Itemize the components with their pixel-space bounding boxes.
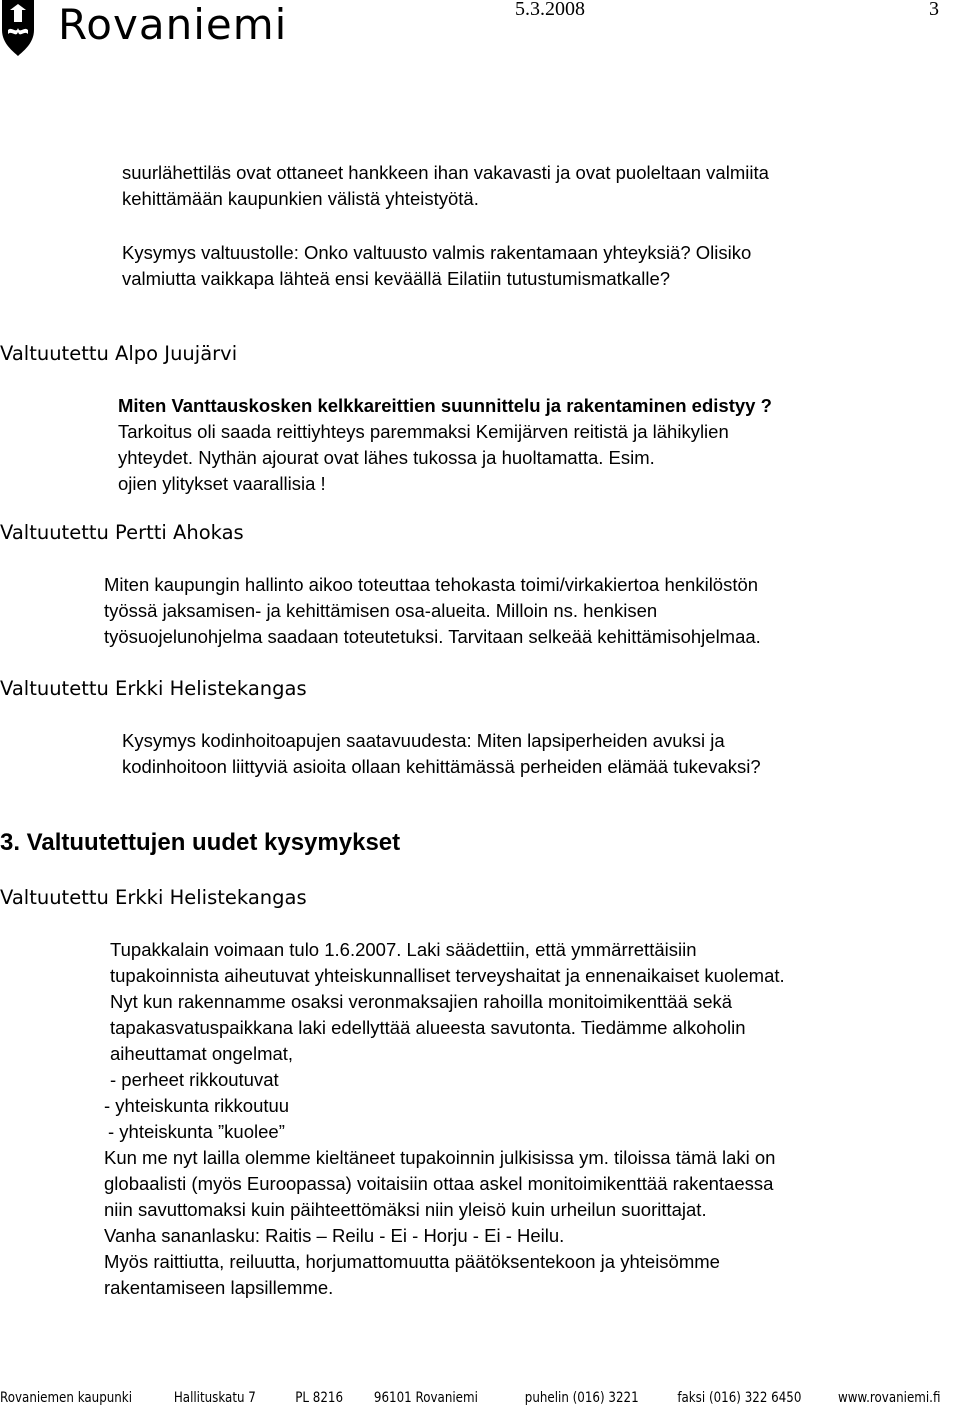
speaker-helistekangas-2: Valtuutettu Erkki Helistekangas [0, 886, 307, 909]
page-number: 3 [929, 0, 939, 20]
helistekangas-line: Kysymys kodinhoitoapujen saatavuudesta: Miten lapsiperheiden avuksi ja [122, 730, 725, 751]
intro-line: kehittämään kaupunkien välistä yhteistyötä. [122, 188, 479, 209]
logo [0, 0, 300, 56]
footer-postal-code: 96101 Rovaniemi [373, 1390, 478, 1406]
tobacco-question [0, 937, 785, 1301]
footer-organization: Rovaniemen kaupunki [0, 1390, 133, 1406]
ahokas-line: työssä jaksamisen- ja kehittämisen osa-alueita. Milloin ns. henkisen [104, 600, 658, 621]
tobacco-line: Tupakkalain voimaan tulo 1.6.2007. Laki säädettiin, että ymmärrettäisiin [110, 939, 697, 960]
helistekangas-line: kodinhoitoon liittyviä asioita ollaan kehittämässä perheiden elämää tukevaksi? [122, 756, 761, 777]
footer-po-box: PL 8216 [295, 1390, 344, 1406]
tobacco-line: Nyt kun rakennamme osaksi veronmaksajien rahoilla monitoimikenttää sekä [110, 991, 733, 1012]
footer-phone: puhelin (016) 3221 [524, 1390, 639, 1406]
tobacco-line: Myös raittiutta, reiluutta, horjumattomuutta päätöksentekoon ja yhteisömme [104, 1251, 720, 1272]
council-question [122, 240, 751, 292]
tobacco-line: aiheuttamat ongelmat, [110, 1043, 294, 1064]
juujarvi-line: ojien ylitykset vaarallisia ! [118, 473, 326, 494]
tobacco-line: Vanha sananlasku: Raitis – Reilu - Ei - Horju - Ei - Heilu. [104, 1225, 565, 1246]
tobacco-list-item: - yhteiskunta rikkoutuu [104, 1095, 290, 1116]
tobacco-line: rakentamiseen lapsillemme. [104, 1277, 334, 1298]
document-date: 5.3.2008 [515, 0, 585, 20]
tobacco-list-item: - perheet rikkoutuvat [110, 1069, 279, 1090]
speaker-helistekangas: Valtuutettu Erkki Helistekangas [0, 677, 307, 700]
ahokas-line: Miten kaupungin hallinto aikoo toteuttaa tehokasta toimi/virkakiertoa henkilöstön [104, 574, 759, 595]
question-line: Kysymys valtuustolle: Onko valtuusto valmis rakentamaan yhteyksiä? Olisiko [122, 242, 752, 263]
ahokas-question [104, 572, 761, 650]
footer [0, 1390, 959, 1412]
speaker-ahokas: Valtuutettu Pertti Ahokas [0, 521, 244, 544]
footer-fax: faksi (016) 322 6450 [677, 1390, 802, 1406]
tobacco-line: niin savuttomaksi kuin päihteettömäksi niin yleisö kuin urheilun suorittajat. [104, 1199, 707, 1220]
tobacco-line: Kun me nyt lailla olemme kieltäneet tupakoinnin julkisissa ym. tiloissa tämä laki on [104, 1147, 776, 1168]
rovaniemi-crest-icon [0, 0, 62, 56]
juujarvi-bold-question: Miten Vanttauskosken kelkkareittien suunnittelu ja rakentaminen edistyy ? [118, 395, 772, 416]
speaker-juujarvi: Valtuutettu Alpo Juujärvi [0, 342, 238, 365]
footer-website: www.rovaniemi.fi [838, 1390, 941, 1406]
question-line: valmiutta vaikkapa lähteä ensi keväällä Eilatiin tutustumismatkalle? [122, 268, 671, 289]
footer-address: Hallituskatu 7 [173, 1390, 256, 1406]
tobacco-line: tapakasvatuspaikkana laki edellyttää alueesta savutonta. Tiedämme alkoholin [110, 1017, 746, 1038]
helistekangas-question [122, 728, 761, 780]
juujarvi-line: Tarkoitus oli saada reittiyhteys paremmaksi Kemijärven reitistä ja lähikylien [118, 421, 729, 442]
intro-line: suurlähettiläs ovat ottaneet hankkeen ihan vakavasti ja ovat puoleltaan valmiita [122, 162, 769, 183]
section-heading: 3. Valtuutettujen uudet kysymykset [0, 829, 401, 856]
juujarvi-question [118, 393, 772, 497]
tobacco-line: tupakoinnista aiheutuvat yhteiskunnalliset terveyshaitat ja ennenaikaiset kuolemat. [110, 965, 785, 986]
tobacco-line: globaalisti (myös Euroopassa) voitaisiin ottaa askel monitoimikenttää rakentaessa [104, 1173, 774, 1194]
tobacco-list-item: - yhteiskunta ”kuolee” [108, 1121, 285, 1142]
juujarvi-line: yhteydet. Nythän ajourat ovat lähes tukossa ja huoltamatta. Esim. [118, 447, 655, 468]
logo-text: Rovaniemi [58, 0, 288, 49]
intro-paragraph [122, 160, 769, 212]
ahokas-line: työsuojelunohjelma saadaan toteutetuksi. Tarvitaan selkeää kehittämisohjelmaa. [104, 626, 761, 647]
